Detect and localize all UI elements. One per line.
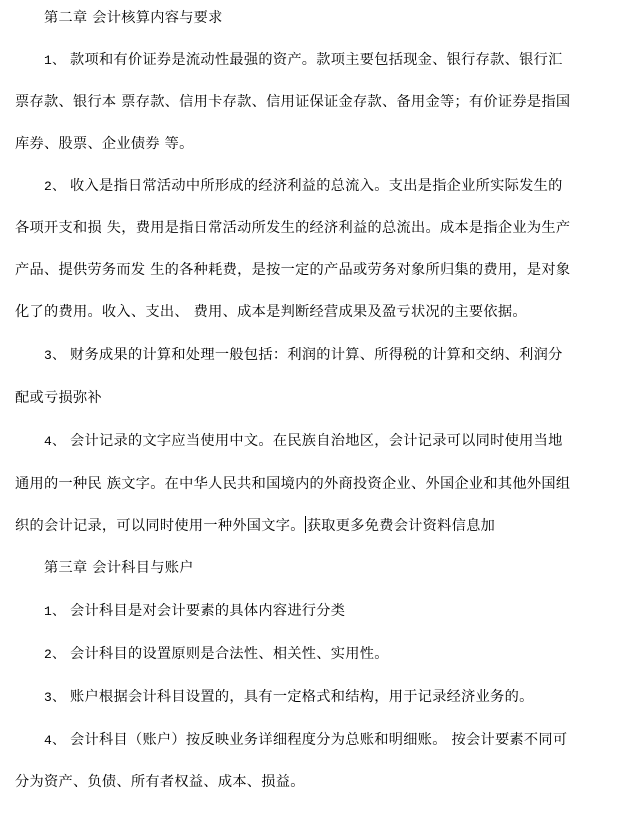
- chapter3-title: 第三章 会计科目与账户: [44, 560, 194, 576]
- item-number: 1、: [44, 604, 66, 619]
- ch2-item2-line4: 化了的费用。收入、支出、 费用、成本是判断经营成果及盈亏状况的主要依据。: [15, 304, 527, 320]
- ch2-item4-line3[interactable]: 织的会计记录，可以同时使用一种外国文字。 获取更多免费会计资料信息加: [15, 518, 496, 534]
- ch2-item4-line1: 4、 会计记录的文字应当使用中文。在民族自治地区，会计记录可以同时使用当地: [44, 431, 563, 452]
- ch2-item3-line2: 配或亏损弥补: [15, 390, 102, 406]
- item-number: 4、: [44, 434, 66, 449]
- ch2-item2-line3: 产品、提供劳务而发 生的各种耗费，是按一定的产品或劳务对象所归集的费用，是对象: [15, 262, 571, 278]
- item-number: 3、: [44, 690, 66, 705]
- ch3-item2: 2、 会计科目的设置原则是合法性、相关性、实用性。: [44, 644, 389, 665]
- item-number: 1、: [44, 53, 66, 68]
- text-cursor: [305, 516, 306, 533]
- item-number: 2、: [44, 647, 66, 662]
- ch2-item2-line1: 2、 收入是指日常活动中所形成的经济利益的总流入。支出是指企业所实际发生的: [44, 176, 563, 197]
- ch2-item3-line1: 3、 财务成果的计算和处理一般包括：利润的计算、所得税的计算和交纳、利润分: [44, 345, 563, 366]
- item-number: 4、: [44, 733, 66, 748]
- item-number: 3、: [44, 348, 66, 363]
- ch2-item2-line2: 各项开支和损 失，费用是指日常活动所发生的经济利益的总流出。成本是指企业为生产: [15, 220, 571, 236]
- ch2-item1-line3: 库券、股票、企业债券 等。: [15, 136, 194, 152]
- chapter2-title: 第二章 会计核算内容与要求: [44, 10, 223, 26]
- ch2-item1-line1: 1、 款项和有价证券是流动性最强的资产。款项主要包括现金、银行存款、银行汇: [44, 50, 563, 71]
- ch3-item3: 3、 账户根据会计科目设置的，具有一定格式和结构，用于记录经济业务的。: [44, 687, 534, 708]
- ch3-item4-line1: 4、 会计科目（账户）按反映业务详细程度分为总账和明细账。 按会计要素不同可: [44, 730, 567, 751]
- ch3-item1: 1、 会计科目是对会计要素的具体内容进行分类: [44, 601, 345, 622]
- ch2-item4-line2: 通用的一种民 族文字。在中华人民共和国境内的外商投资企业、外国企业和其他外国组: [15, 476, 571, 492]
- item-number: 2、: [44, 179, 66, 194]
- ch3-item4-line2: 分为资产、负债、所有者权益、成本、损益。: [15, 774, 305, 790]
- ch2-item1-line2: 票存款、银行本 票存款、信用卡存款、信用证保证金存款、备用金等；有价证券是指国: [15, 94, 571, 110]
